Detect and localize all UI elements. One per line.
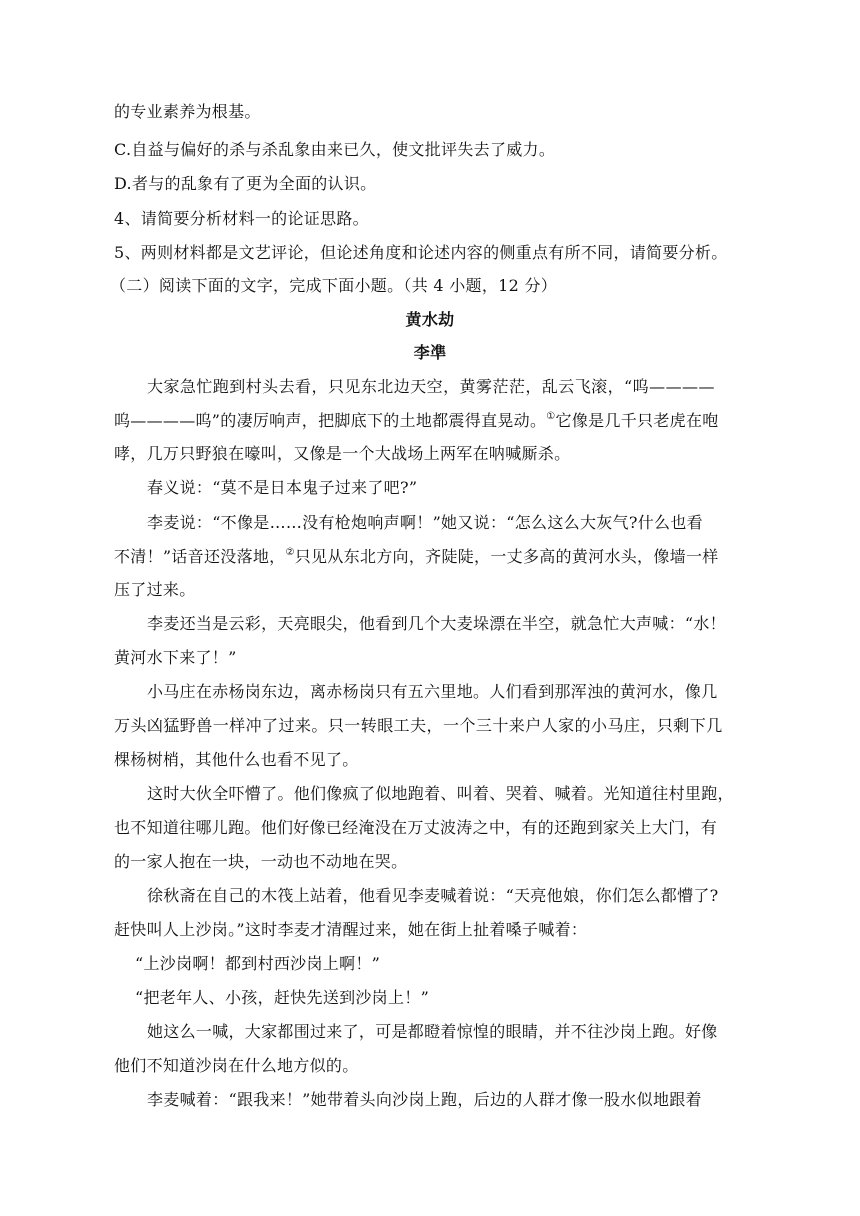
paragraph-line: 的一家人抱在一块，一动也不动地在哭。 <box>114 852 408 871</box>
paragraph-line: 小马庄在赤杨岗东边，离赤杨岗只有五六里地。人们看到那浑浊的黄河水，像几 <box>147 682 718 701</box>
story-title: 黄水劫 <box>405 310 455 329</box>
paragraph-line: 大家急忙跑到村头去看，只见东北边天空，黄雾茫茫，乱云飞滚，“呜———— <box>147 377 715 396</box>
option-c: C.自益与偏好的杀与杀乱象由来已久，使文批评失去了威力。 <box>114 140 556 159</box>
footnote-marker-1: ① <box>546 411 556 422</box>
paragraph-line: 赶快叫人上沙岗。”这时李麦才清醒过来，她在街上扯着嗓子喊着： <box>114 920 588 939</box>
text-span: 呜————呜”的凄厉响声，把脚底下的土地都震得直晃动。 <box>114 411 547 430</box>
question-4: 4、请简要分析材料一的论证思路。 <box>114 209 369 228</box>
option-d: D.者与的乱象有了更为全面的认识。 <box>114 174 377 193</box>
paragraph-line <box>114 547 719 567</box>
paragraph-line: 李麦说：“不像是……没有枪炮响声啊！”她又说：“怎么这么大灰气?什么也看 <box>147 513 703 532</box>
paragraph-line: 他们不知道沙岗在什么地方似的。 <box>114 1056 359 1075</box>
paragraph-line: 春义说：“莫不是日本鬼子过来了吧?” <box>147 478 418 497</box>
paragraph-line: “上沙岗啊！都到村西沙岗上啊！” <box>135 954 381 973</box>
story-author: 李凖 <box>413 343 447 362</box>
paragraph-line: 棵杨树梢，其他什么也看不见了。 <box>114 750 359 769</box>
paragraph-line: 哮，几万只野狼在嚎叫，又像是一个大战场上两军在呐喊厮杀。 <box>114 444 571 463</box>
footnote-marker-2: ② <box>285 547 295 558</box>
paragraph-line: 压了过来。 <box>114 580 196 599</box>
paragraph-line: 也不知道往哪儿跑。他们好像已经淹没在万丈波涛之中，有的还跑到家关上大门，有 <box>114 818 718 837</box>
text-span: 只见从东北方向，齐陡陡，一丈多高的黄河水头，像墙一样 <box>294 547 719 566</box>
section-heading: （二）阅读下面的文字，完成下面小题。（共 4 小题，12 分） <box>110 276 558 295</box>
paragraph-line: 她这么一喊，大家都围过来了，可是都瞪着惊惶的眼睛，并不往沙岗上跑。好像 <box>147 1022 718 1041</box>
text-span: 不清！”话音还没落地， <box>114 547 286 566</box>
paragraph-line: 徐秋斋在自己的木筏上站着，他看见李麦喊着说：“天亮他娘，你们怎么都懵了? <box>147 886 719 905</box>
question-5: 5、两则材料都是文艺评论，但论述角度和论述内容的侧重点有所不同，请简要分析。 <box>114 243 728 262</box>
paragraph-line: 这时大伙全吓懵了。他们像疯了似地跑着、叫着、哭着、喊着。光知道往村里跑， <box>147 784 734 803</box>
text-span: 它像是几千只老虎在咆 <box>555 411 719 430</box>
paragraph-line: 黄河水下来了！” <box>114 648 237 667</box>
paragraph-line: 李麦还当是云彩，天亮眼尖，他看到几个大麦垛漂在半空，就急忙大声喊：“水！ <box>147 614 726 633</box>
paragraph-line: “把老年人、小孩，赶快先送到沙岗上！” <box>135 988 430 1007</box>
continuation-line: 的专业素养为根基。 <box>114 102 261 121</box>
paragraph-line: 李麦喊着：“跟我来！”她带着头向沙岗上跑，后边的人群才像一股水似地跟着 <box>147 1090 702 1109</box>
paragraph-line: 万头凶猛野兽一样冲了过来。只一转眼工夫，一个三十来户人家的小马庄，只剩下几 <box>114 716 723 735</box>
paragraph-line <box>114 411 719 431</box>
